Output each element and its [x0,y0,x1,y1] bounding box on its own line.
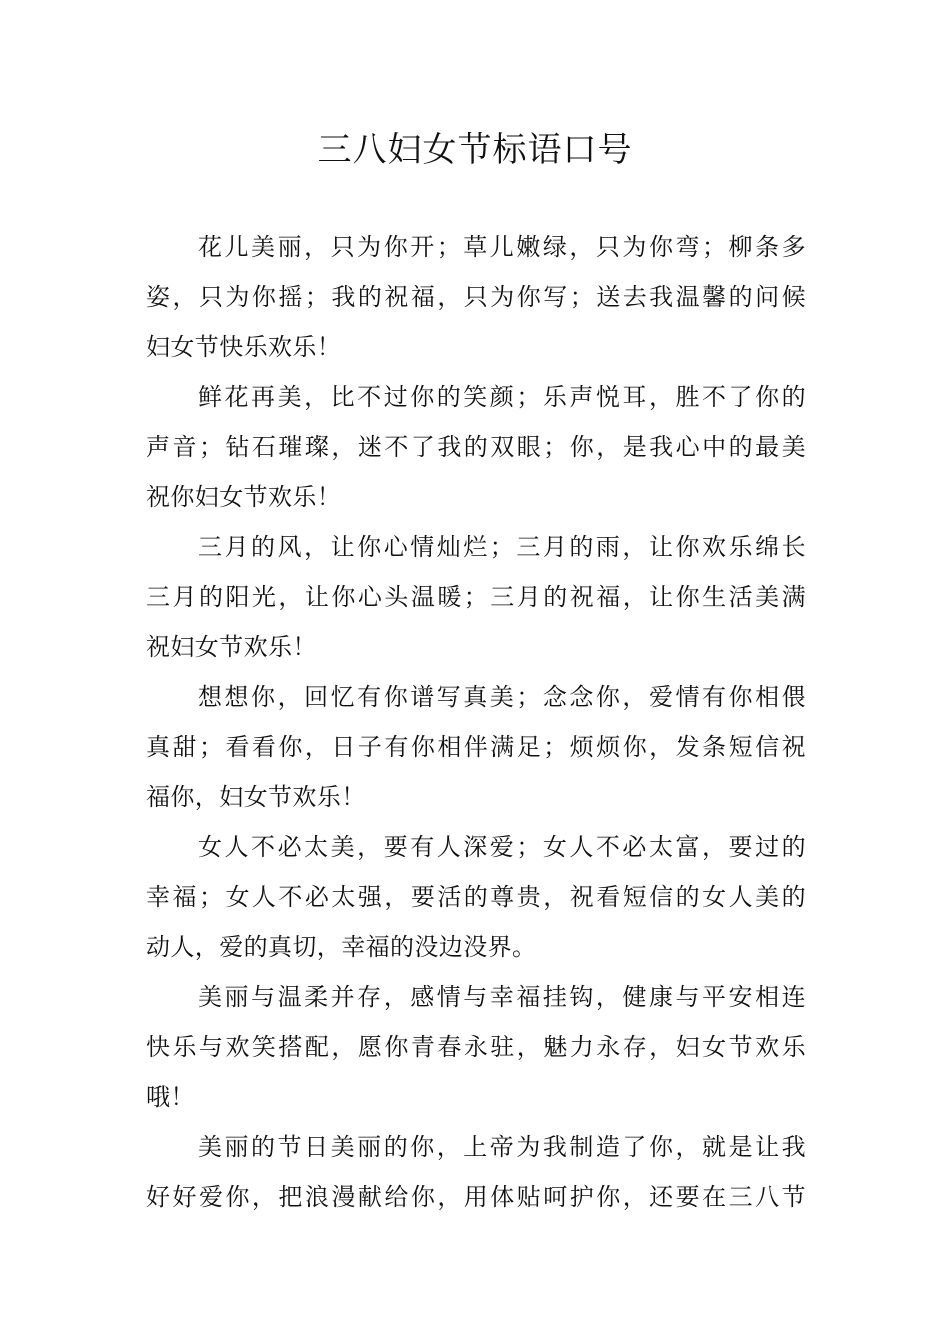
paragraph-line: 三月的风，让你心情灿烂；三月的雨，让你欢乐绵长 [198,533,806,561]
paragraph-line: 三月的阳光，让你心头温暖；三月的祝福，让你生活美满 [146,583,806,611]
paragraph [146,822,806,972]
paragraph-line: 美丽的节日美丽的你，上帝为我制造了你，就是让我 [198,1133,806,1161]
paragraph [146,522,806,672]
paragraph [146,222,806,372]
paragraph-line: 幸福；女人不必太强，要活的尊贵，祝看短信的女人美的 [146,883,806,911]
paragraph-line: 想想你，回忆有你谱写真美；念念你，爱情有你相偎 [198,683,806,711]
document-body [146,222,806,1222]
paragraph [146,672,806,822]
paragraph-line: 好好爱你，把浪漫献给你，用体贴呵护你，还要在三八节 [146,1183,806,1211]
paragraph-line: 动人，爱的真切，幸福的没边没界。 [146,933,537,961]
paragraph-line: 哦！ [146,1083,195,1111]
paragraph-line: 花儿美丽，只为你开；草儿嫩绿，只为你弯；柳条多 [198,233,806,261]
paragraph-line: 姿，只为你摇；我的祝福，只为你写；送去我温馨的问候 [146,283,806,311]
paragraph-line: 福你，妇女节欢乐！ [146,783,366,811]
paragraph-line: 祝妇女节欢乐！ [146,633,317,661]
paragraph [146,972,806,1122]
paragraph-line: 美丽与温柔并存，感情与幸福挂钩，健康与平安相连 [198,983,806,1011]
paragraph-line: 鲜花再美，比不过你的笑颜；乐声悦耳，胜不了你的 [198,383,806,411]
paragraph-line: 真甜；看看你，日子有你相伴满足；烦烦你，发条短信祝 [146,733,806,761]
document-title: 三八妇女节标语口号 [317,130,633,170]
paragraph-line: 声音；钻石璀璨，迷不了我的双眼；你，是我心中的最美 [146,433,806,461]
paragraph-line: 妇女节快乐欢乐！ [146,333,342,361]
paragraph [146,372,806,522]
paragraph [146,1122,806,1222]
paragraph-line: 快乐与欢笑搭配，愿你青春永驻，魅力永存，妇女节欢乐 [146,1033,806,1061]
paragraph-line: 祝你妇女节欢乐！ [146,483,342,511]
paragraph-line: 女人不必太美，要有人深爱；女人不必太富，要过的 [198,833,806,861]
